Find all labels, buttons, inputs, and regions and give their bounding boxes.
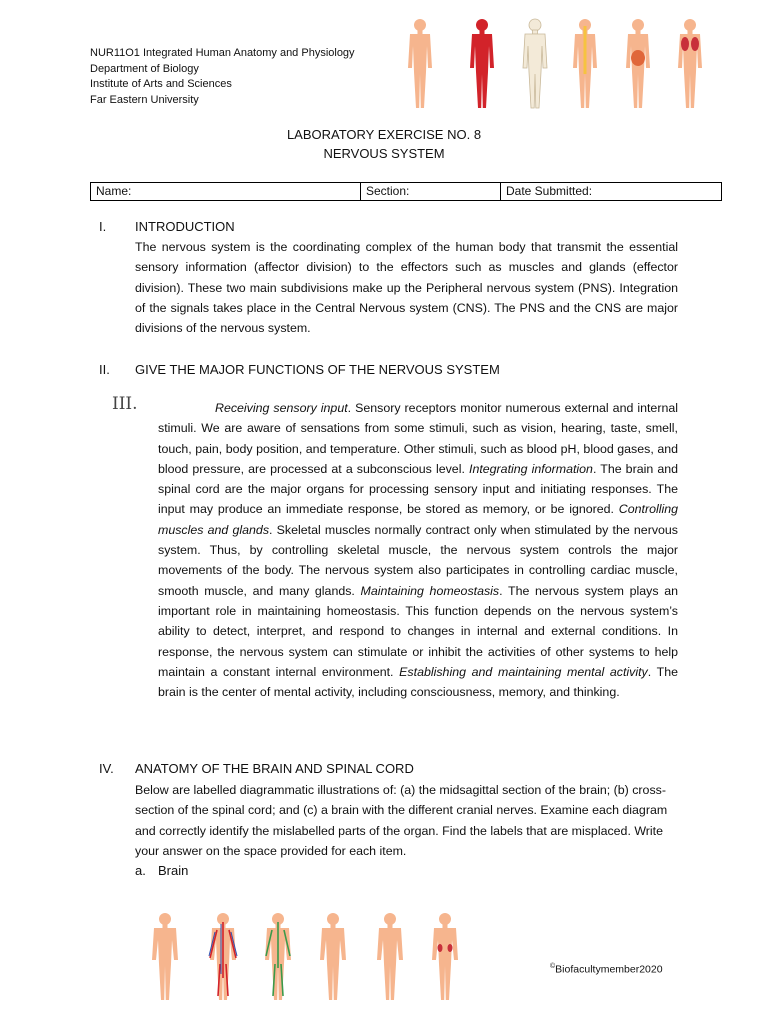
document-header: [90, 46, 355, 108]
function-sensory-input-text: . Sensory receptors monitor numerous external and internal stimuli. We are aware of sensations from some stimuli, such as vision, hearing, taste, smell, touch, pain, body position, and temperature. Other stimuli, such as blood pH, blood gases, and blood pressure, are processed at a subconscious level.: [158, 401, 678, 476]
function-integrating: Integrating information: [469, 461, 593, 476]
course-line: NUR11O1 Integrated Human Anatomy and Physiology: [90, 47, 355, 59]
section-title-introduction: INTRODUCTION: [135, 219, 235, 234]
figure-digestive: [626, 19, 650, 108]
copyright-notice: [550, 963, 663, 976]
section-title-functions: GIVE THE MAJOR FUNCTIONS OF THE NERVOUS SYSTEM: [135, 362, 500, 377]
figure-circulatory: [209, 913, 237, 1000]
section-field[interactable]: Section:: [361, 183, 501, 200]
copyright-text: Biofacultymember2020: [555, 963, 663, 976]
body-systems-illustration-bottom: [140, 908, 470, 1004]
name-field[interactable]: Name:: [91, 183, 361, 200]
roman-numeral-marker: III.: [112, 394, 138, 414]
figure-skeletal: [523, 19, 547, 108]
figure-nervous: [573, 19, 597, 108]
function-integrating-text: . The brain and spinal cord are the major organs for processing sensory input and initiating responses. The input may produce an immediate response, be stored as memory, or be ignored.: [158, 461, 679, 517]
department-line: Department of Biology: [90, 62, 199, 75]
university-line: Far Eastern University: [90, 93, 199, 106]
figure-muscular: [470, 19, 494, 108]
exercise-subtitle: NERVOUS SYSTEM: [323, 146, 445, 161]
section-number-2: II.: [99, 362, 110, 377]
function-controlling-text: . Skeletal muscles normally contract only when stimulated by the nervous system. Thus, by controlling skeletal muscle, the nervous system controls the major movements of the body. The nervous system also participates in controlling cardiac muscle, smooth muscle, and many glands.: [158, 522, 678, 598]
section-number-4: IV.: [99, 761, 114, 776]
functions-paragraph: [158, 398, 678, 702]
introduction-paragraph: The nervous system is the coordinating complex of the human body that transmit the essential sensory information (affector division) to the effectors such as muscles and glands (effector division). These two main subdivisions make up the Peripheral nervous system (PNS). Integration of the signals takes place in the Central Nervous system (CNS). The PNS and the CNS are major divisions of the nervous system.: [135, 240, 678, 336]
date-submitted-field[interactable]: Date Submitted:: [506, 184, 593, 198]
figure-endocrine: [152, 913, 178, 1000]
function-homeostasis: Maintaining homeostasis: [360, 583, 500, 598]
section-number-1: I.: [99, 219, 107, 234]
anatomy-paragraph: Below are labelled diagrammatic illustrations of: (a) the midsagittal section of the brain; (b) cross-section of the spinal cord; and (c) a brain with the different cranial nerves. Examine each diagram and correctly identify the mislabelled parts of the organ. Find the labels that are misplaced. Write your answer on the space provided for each item.: [135, 783, 668, 858]
figure-skin: [408, 19, 432, 108]
figure-urinary: [432, 913, 458, 1000]
exercise-title: LABORATORY EXERCISE NO. 8: [286, 127, 482, 142]
function-mental-activity: Establishing and maintaining mental activity: [399, 664, 648, 679]
subsection-title-brain: Brain: [158, 863, 189, 878]
student-info-table: [90, 182, 722, 201]
figure-reproductive-female: [320, 913, 346, 1000]
figure-respiratory: [678, 19, 702, 108]
function-mental-activity-text: . The brain is the center of mental activity, including consciousness, memory, and thinking.: [158, 664, 679, 700]
institute-line: Institute of Arts and Sciences: [90, 78, 232, 90]
subsection-number-a: a.: [135, 863, 146, 878]
function-sensory-input: Receiving sensory input: [215, 401, 348, 415]
section-title-anatomy: ANATOMY OF THE BRAIN AND SPINAL CORD: [135, 761, 414, 776]
function-controlling: Controlling muscles and glands: [158, 502, 678, 537]
figure-reproductive-male: [377, 913, 403, 1000]
figure-lymphatic: [265, 913, 291, 1000]
function-homeostasis-text: . The nervous system plays an important role in maintaining homeostasis. This function depends on the nervous system’s ability to detect, interpret, and respond to changes in internal and external conditions. In response, the nervous system can stimulate or inhibit the activities of other systems to help maintain a constant internal environment.: [158, 583, 679, 679]
body-systems-illustration-top: [398, 14, 718, 114]
copyright-symbol: ©: [550, 963, 556, 970]
